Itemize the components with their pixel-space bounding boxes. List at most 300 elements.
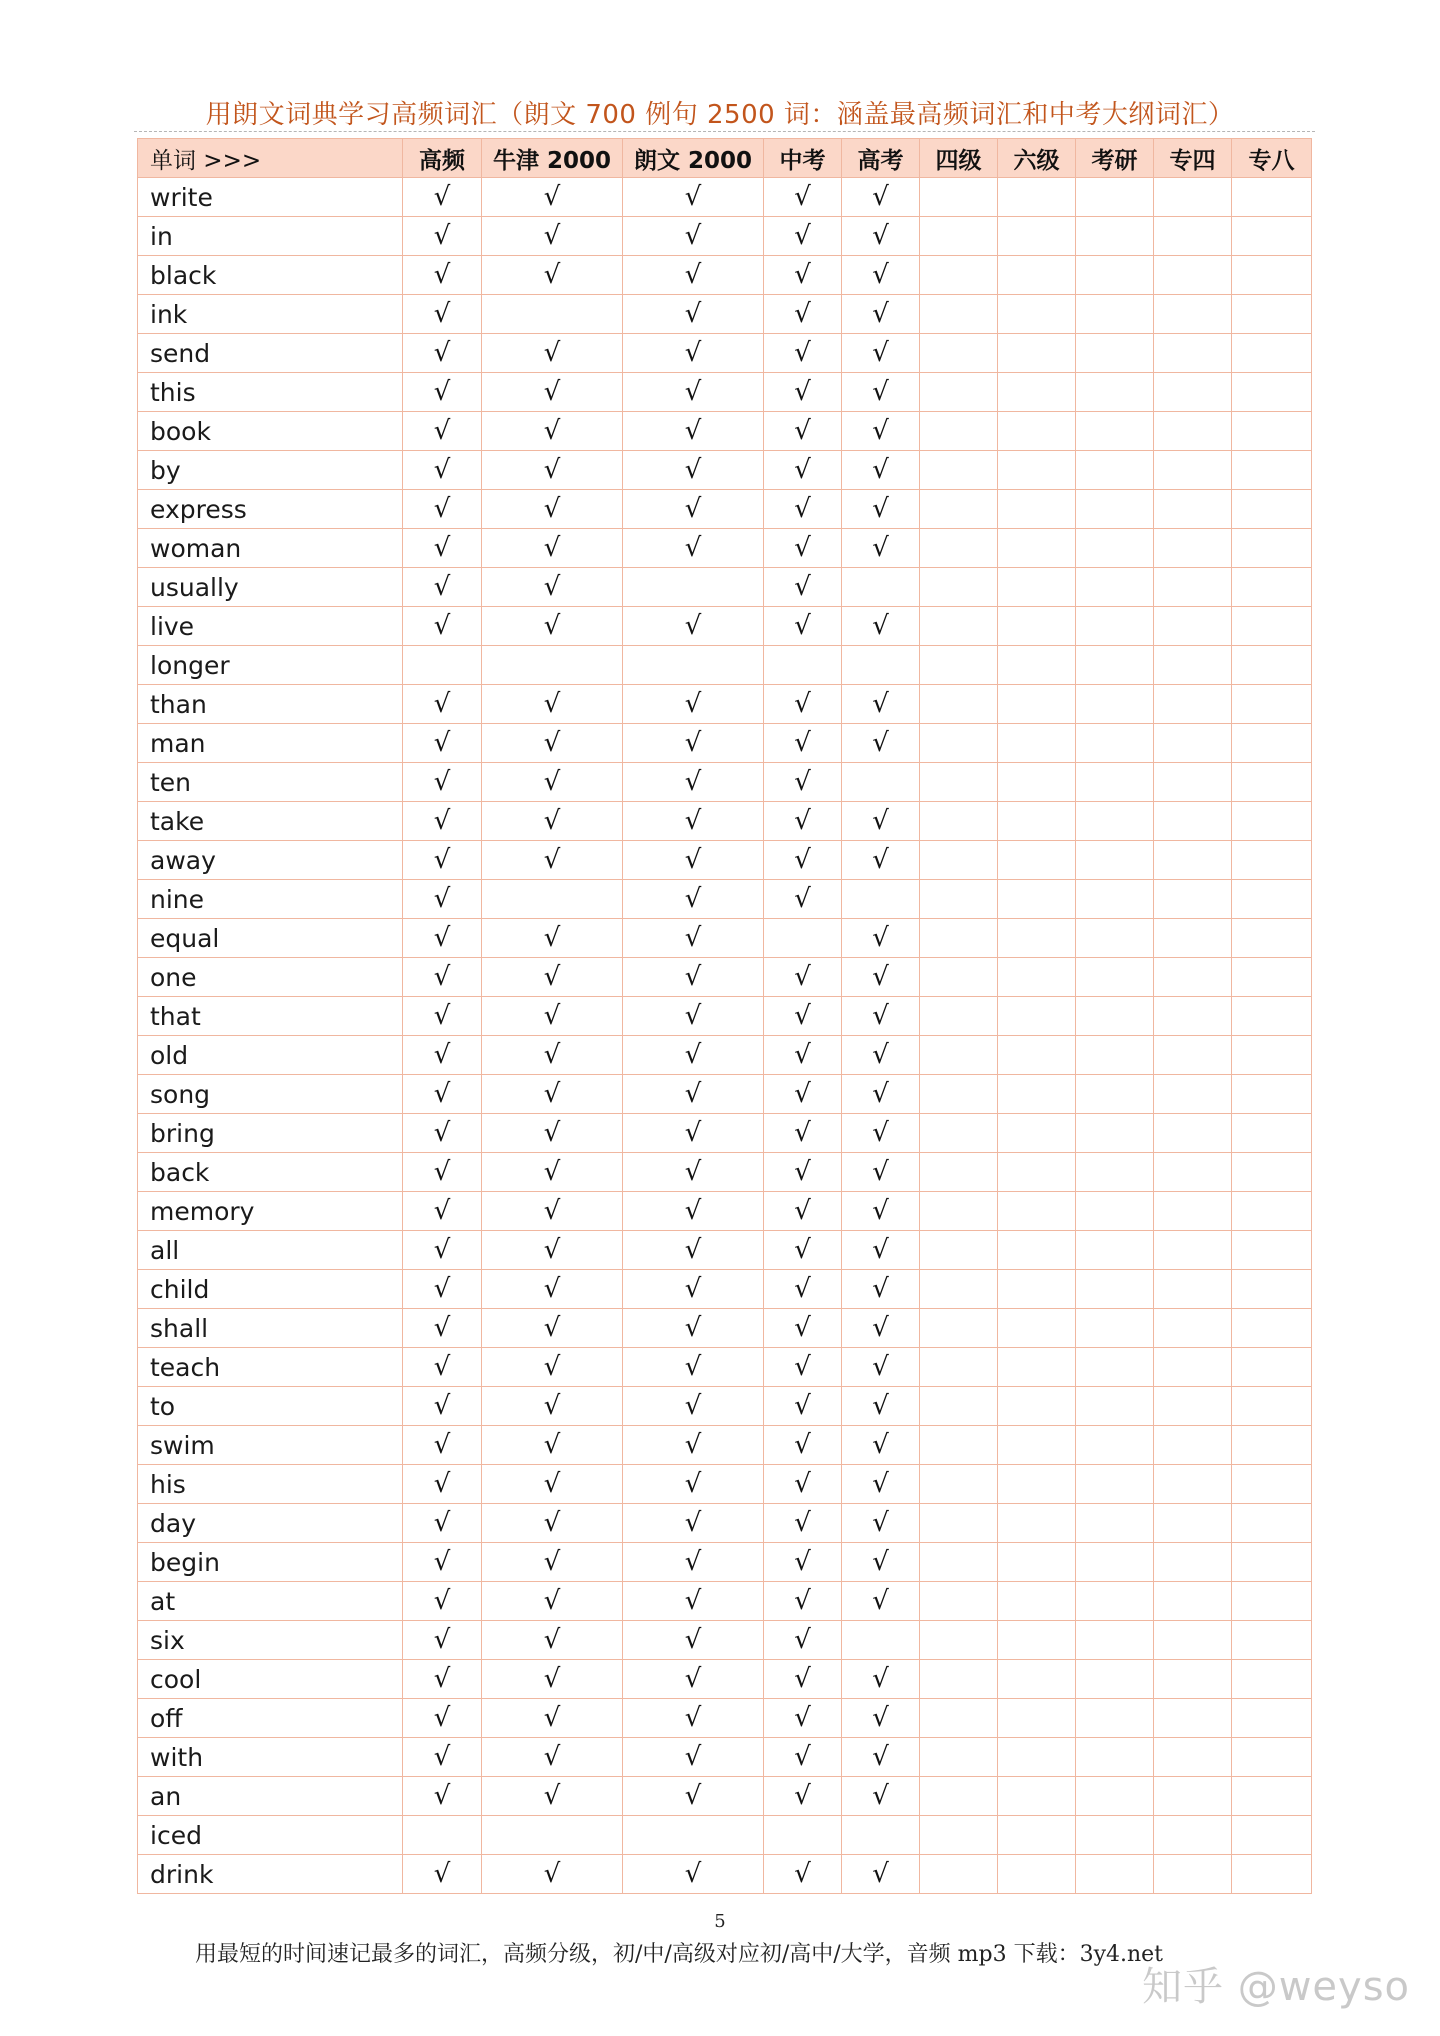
empty-cell <box>1154 880 1232 919</box>
word-cell: to <box>138 1387 403 1426</box>
empty-cell <box>1232 256 1312 295</box>
check-mark-cell: √ <box>623 724 764 763</box>
check-mark-cell: √ <box>403 1153 482 1192</box>
empty-cell <box>998 763 1076 802</box>
table-row <box>138 1621 1312 1660</box>
table-row <box>138 1543 1312 1582</box>
empty-cell <box>920 802 998 841</box>
empty-cell <box>998 1816 1076 1855</box>
empty-cell <box>1154 607 1232 646</box>
check-mark-cell: √ <box>623 1738 764 1777</box>
empty-cell <box>1076 1192 1154 1231</box>
check-mark-cell: √ <box>764 217 842 256</box>
table-body <box>138 178 1312 1894</box>
word-cell: at <box>138 1582 403 1621</box>
table-row <box>138 1777 1312 1816</box>
header-zhongkao: 中考 <box>764 139 842 178</box>
empty-cell <box>1076 178 1154 217</box>
check-mark-cell: √ <box>482 1465 623 1504</box>
check-mark-cell: √ <box>842 1426 920 1465</box>
check-mark-cell: √ <box>842 1036 920 1075</box>
empty-cell <box>1154 1231 1232 1270</box>
empty-cell <box>1076 1621 1154 1660</box>
table-row <box>138 1270 1312 1309</box>
empty-cell <box>920 1621 998 1660</box>
empty-cell <box>842 646 920 685</box>
empty-cell <box>920 1660 998 1699</box>
word-cell: iced <box>138 1816 403 1855</box>
check-mark-cell: √ <box>764 529 842 568</box>
word-cell: nine <box>138 880 403 919</box>
empty-cell <box>1232 646 1312 685</box>
empty-cell <box>1076 1309 1154 1348</box>
check-mark-cell: √ <box>482 724 623 763</box>
empty-cell <box>920 724 998 763</box>
check-mark-cell: √ <box>482 1192 623 1231</box>
empty-cell <box>1154 1348 1232 1387</box>
empty-cell <box>482 1816 623 1855</box>
word-cell: teach <box>138 1348 403 1387</box>
header-kaoyan: 考研 <box>1076 139 1154 178</box>
check-mark-cell: √ <box>623 919 764 958</box>
check-mark-cell: √ <box>764 334 842 373</box>
check-mark-cell: √ <box>842 685 920 724</box>
empty-cell <box>1154 919 1232 958</box>
header-cet4: 四级 <box>920 139 998 178</box>
empty-cell <box>1076 1543 1154 1582</box>
check-mark-cell: √ <box>842 178 920 217</box>
check-mark-cell: √ <box>764 880 842 919</box>
check-mark-cell: √ <box>482 568 623 607</box>
empty-cell <box>920 1153 998 1192</box>
empty-cell <box>1154 451 1232 490</box>
check-mark-cell: √ <box>482 1309 623 1348</box>
empty-cell <box>1232 412 1312 451</box>
table-row <box>138 1816 1312 1855</box>
check-mark-cell: √ <box>764 841 842 880</box>
word-cell: an <box>138 1777 403 1816</box>
word-cell: express <box>138 490 403 529</box>
check-mark-cell: √ <box>403 568 482 607</box>
check-mark-cell: √ <box>623 490 764 529</box>
empty-cell <box>1232 334 1312 373</box>
check-mark-cell: √ <box>403 1114 482 1153</box>
empty-cell <box>1232 451 1312 490</box>
empty-cell <box>920 217 998 256</box>
check-mark-cell: √ <box>623 373 764 412</box>
empty-cell <box>1076 334 1154 373</box>
empty-cell <box>842 568 920 607</box>
empty-cell <box>1076 373 1154 412</box>
empty-cell <box>403 1816 482 1855</box>
empty-cell <box>1232 880 1312 919</box>
empty-cell <box>998 1153 1076 1192</box>
table-row <box>138 1465 1312 1504</box>
table-row <box>138 1192 1312 1231</box>
empty-cell <box>920 1504 998 1543</box>
check-mark-cell: √ <box>623 1192 764 1231</box>
empty-cell <box>920 1309 998 1348</box>
empty-cell <box>1232 841 1312 880</box>
empty-cell <box>1154 373 1232 412</box>
word-cell: song <box>138 1075 403 1114</box>
empty-cell <box>1232 1816 1312 1855</box>
empty-cell <box>1076 1114 1154 1153</box>
word-cell: memory <box>138 1192 403 1231</box>
table-row <box>138 607 1312 646</box>
empty-cell <box>1154 802 1232 841</box>
empty-cell <box>1232 1192 1312 1231</box>
empty-cell <box>1154 1309 1232 1348</box>
word-cell: begin <box>138 1543 403 1582</box>
check-mark-cell: √ <box>403 1426 482 1465</box>
table-row <box>138 1387 1312 1426</box>
check-mark-cell: √ <box>842 1075 920 1114</box>
word-cell: back <box>138 1153 403 1192</box>
empty-cell <box>1232 763 1312 802</box>
table-row <box>138 997 1312 1036</box>
empty-cell <box>842 763 920 802</box>
check-mark-cell: √ <box>623 763 764 802</box>
empty-cell <box>1154 568 1232 607</box>
check-mark-cell: √ <box>764 724 842 763</box>
check-mark-cell: √ <box>403 1504 482 1543</box>
word-cell: usually <box>138 568 403 607</box>
empty-cell <box>1076 568 1154 607</box>
check-mark-cell: √ <box>764 763 842 802</box>
empty-cell <box>998 958 1076 997</box>
check-mark-cell: √ <box>482 1738 623 1777</box>
check-mark-cell: √ <box>482 958 623 997</box>
empty-cell <box>1154 685 1232 724</box>
empty-cell <box>998 1348 1076 1387</box>
word-cell: shall <box>138 1309 403 1348</box>
empty-cell <box>998 295 1076 334</box>
check-mark-cell: √ <box>482 490 623 529</box>
check-mark-cell: √ <box>623 334 764 373</box>
header-gaokao: 高考 <box>842 139 920 178</box>
check-mark-cell: √ <box>403 1777 482 1816</box>
empty-cell <box>482 646 623 685</box>
check-mark-cell: √ <box>623 1036 764 1075</box>
empty-cell <box>842 1621 920 1660</box>
empty-cell <box>998 1465 1076 1504</box>
empty-cell <box>1232 178 1312 217</box>
check-mark-cell: √ <box>842 607 920 646</box>
header-high-frequency: 高频 <box>403 139 482 178</box>
empty-cell <box>1232 1621 1312 1660</box>
check-mark-cell: √ <box>403 1348 482 1387</box>
table-row <box>138 178 1312 217</box>
empty-cell <box>1154 1504 1232 1543</box>
check-mark-cell: √ <box>623 529 764 568</box>
empty-cell <box>998 490 1076 529</box>
empty-cell <box>1076 685 1154 724</box>
table-row <box>138 217 1312 256</box>
empty-cell <box>842 1816 920 1855</box>
empty-cell <box>920 919 998 958</box>
check-mark-cell: √ <box>403 1738 482 1777</box>
empty-cell <box>1154 334 1232 373</box>
check-mark-cell: √ <box>623 1426 764 1465</box>
empty-cell <box>1076 997 1154 1036</box>
word-cell: ink <box>138 295 403 334</box>
empty-cell <box>920 256 998 295</box>
empty-cell <box>998 1387 1076 1426</box>
check-mark-cell: √ <box>842 841 920 880</box>
table-row <box>138 1855 1312 1894</box>
check-mark-cell: √ <box>623 412 764 451</box>
empty-cell <box>1154 412 1232 451</box>
empty-cell <box>920 607 998 646</box>
empty-cell <box>1076 1660 1154 1699</box>
empty-cell <box>920 1348 998 1387</box>
check-mark-cell: √ <box>403 1387 482 1426</box>
word-cell: with <box>138 1738 403 1777</box>
check-mark-cell: √ <box>764 1504 842 1543</box>
empty-cell <box>1076 1036 1154 1075</box>
empty-cell <box>920 1582 998 1621</box>
empty-cell <box>998 529 1076 568</box>
word-cell: one <box>138 958 403 997</box>
word-cell: child <box>138 1270 403 1309</box>
empty-cell <box>998 880 1076 919</box>
empty-cell <box>1154 1075 1232 1114</box>
check-mark-cell: √ <box>482 1426 623 1465</box>
empty-cell <box>1232 568 1312 607</box>
word-cell: this <box>138 373 403 412</box>
empty-cell <box>998 373 1076 412</box>
check-mark-cell: √ <box>403 919 482 958</box>
empty-cell <box>1232 1153 1312 1192</box>
word-cell: in <box>138 217 403 256</box>
empty-cell <box>1154 997 1232 1036</box>
check-mark-cell: √ <box>623 451 764 490</box>
empty-cell <box>998 685 1076 724</box>
table-header-row <box>138 139 1312 178</box>
word-cell: six <box>138 1621 403 1660</box>
table-row <box>138 1075 1312 1114</box>
page-number: 5 <box>714 1911 726 1932</box>
empty-cell <box>998 646 1076 685</box>
check-mark-cell: √ <box>623 295 764 334</box>
empty-cell <box>764 646 842 685</box>
empty-cell <box>1076 1270 1154 1309</box>
empty-cell <box>920 1231 998 1270</box>
table-row <box>138 1699 1312 1738</box>
check-mark-cell: √ <box>764 1543 842 1582</box>
empty-cell <box>920 1114 998 1153</box>
document-title: 用朗文词典学习高频词汇（朗文 700 例句 2500 词：涵盖最高频词汇和中考大纲词汇） <box>205 100 1235 130</box>
check-mark-cell: √ <box>623 997 764 1036</box>
table-row <box>138 295 1312 334</box>
header-cet6: 六级 <box>998 139 1076 178</box>
empty-cell <box>920 1387 998 1426</box>
check-mark-cell: √ <box>482 412 623 451</box>
check-mark-cell: √ <box>842 295 920 334</box>
empty-cell <box>1154 529 1232 568</box>
empty-cell <box>1154 841 1232 880</box>
empty-cell <box>998 1777 1076 1816</box>
empty-cell <box>1154 178 1232 217</box>
check-mark-cell: √ <box>482 685 623 724</box>
empty-cell <box>1232 1387 1312 1426</box>
check-mark-cell: √ <box>623 1075 764 1114</box>
check-mark-cell: √ <box>482 1621 623 1660</box>
empty-cell <box>1154 1270 1232 1309</box>
empty-cell <box>1154 958 1232 997</box>
check-mark-cell: √ <box>482 1582 623 1621</box>
empty-cell <box>1154 1738 1232 1777</box>
empty-cell <box>920 178 998 217</box>
empty-cell <box>1232 997 1312 1036</box>
empty-cell <box>1232 1504 1312 1543</box>
table-row <box>138 958 1312 997</box>
word-cell: man <box>138 724 403 763</box>
check-mark-cell: √ <box>482 607 623 646</box>
check-mark-cell: √ <box>623 1699 764 1738</box>
check-mark-cell: √ <box>482 997 623 1036</box>
check-mark-cell: √ <box>842 1192 920 1231</box>
empty-cell <box>482 295 623 334</box>
empty-cell <box>998 1738 1076 1777</box>
empty-cell <box>764 1816 842 1855</box>
word-cell: drink <box>138 1855 403 1894</box>
check-mark-cell: √ <box>623 1660 764 1699</box>
empty-cell <box>1154 1699 1232 1738</box>
empty-cell <box>1232 1582 1312 1621</box>
check-mark-cell: √ <box>623 1465 764 1504</box>
check-mark-cell: √ <box>623 607 764 646</box>
empty-cell <box>998 334 1076 373</box>
empty-cell <box>1076 958 1154 997</box>
check-mark-cell: √ <box>482 217 623 256</box>
check-mark-cell: √ <box>764 1465 842 1504</box>
empty-cell <box>998 1426 1076 1465</box>
empty-cell <box>998 178 1076 217</box>
check-mark-cell: √ <box>764 1777 842 1816</box>
empty-cell <box>1154 763 1232 802</box>
check-mark-cell: √ <box>403 1855 482 1894</box>
empty-cell <box>1076 1855 1154 1894</box>
check-mark-cell: √ <box>403 295 482 334</box>
empty-cell <box>920 1465 998 1504</box>
check-mark-cell: √ <box>764 1270 842 1309</box>
check-mark-cell: √ <box>482 334 623 373</box>
check-mark-cell: √ <box>482 529 623 568</box>
check-mark-cell: √ <box>842 802 920 841</box>
empty-cell <box>920 1777 998 1816</box>
empty-cell <box>1076 724 1154 763</box>
check-mark-cell: √ <box>764 1426 842 1465</box>
check-mark-cell: √ <box>403 490 482 529</box>
check-mark-cell: √ <box>482 1504 623 1543</box>
check-mark-cell: √ <box>623 1855 764 1894</box>
empty-cell <box>920 1816 998 1855</box>
empty-cell <box>998 1582 1076 1621</box>
empty-cell <box>1232 1270 1312 1309</box>
check-mark-cell: √ <box>403 880 482 919</box>
empty-cell <box>1232 295 1312 334</box>
empty-cell <box>920 1270 998 1309</box>
empty-cell <box>1232 1426 1312 1465</box>
empty-cell <box>1076 490 1154 529</box>
empty-cell <box>920 646 998 685</box>
empty-cell <box>998 1309 1076 1348</box>
table-row <box>138 685 1312 724</box>
empty-cell <box>1076 412 1154 451</box>
check-mark-cell: √ <box>764 295 842 334</box>
check-mark-cell: √ <box>764 373 842 412</box>
check-mark-cell: √ <box>842 1387 920 1426</box>
check-mark-cell: √ <box>842 334 920 373</box>
empty-cell <box>998 568 1076 607</box>
empty-cell <box>623 646 764 685</box>
check-mark-cell: √ <box>764 802 842 841</box>
empty-cell <box>998 841 1076 880</box>
word-cell: equal <box>138 919 403 958</box>
table-row <box>138 880 1312 919</box>
empty-cell <box>1154 646 1232 685</box>
word-cell: than <box>138 685 403 724</box>
check-mark-cell: √ <box>403 1699 482 1738</box>
check-mark-cell: √ <box>482 1699 623 1738</box>
empty-cell <box>998 412 1076 451</box>
empty-cell <box>1154 1543 1232 1582</box>
check-mark-cell: √ <box>764 568 842 607</box>
empty-cell <box>1154 1660 1232 1699</box>
empty-cell <box>1232 1348 1312 1387</box>
empty-cell <box>998 607 1076 646</box>
table-row <box>138 412 1312 451</box>
check-mark-cell: √ <box>482 373 623 412</box>
empty-cell <box>1076 1738 1154 1777</box>
empty-cell <box>1154 217 1232 256</box>
check-mark-cell: √ <box>623 1387 764 1426</box>
empty-cell <box>1154 1153 1232 1192</box>
empty-cell <box>1076 1231 1154 1270</box>
empty-cell <box>1076 1582 1154 1621</box>
check-mark-cell: √ <box>482 1036 623 1075</box>
table-row <box>138 490 1312 529</box>
check-mark-cell: √ <box>482 1387 623 1426</box>
empty-cell <box>1154 1816 1232 1855</box>
empty-cell <box>764 919 842 958</box>
check-mark-cell: √ <box>403 1621 482 1660</box>
check-mark-cell: √ <box>482 256 623 295</box>
empty-cell <box>1232 373 1312 412</box>
empty-cell <box>1154 1426 1232 1465</box>
empty-cell <box>1154 724 1232 763</box>
empty-cell <box>1232 1465 1312 1504</box>
check-mark-cell: √ <box>482 1777 623 1816</box>
word-cell: all <box>138 1231 403 1270</box>
empty-cell <box>1076 1816 1154 1855</box>
check-mark-cell: √ <box>403 217 482 256</box>
check-mark-cell: √ <box>842 1582 920 1621</box>
check-mark-cell: √ <box>482 1660 623 1699</box>
check-mark-cell: √ <box>764 256 842 295</box>
empty-cell <box>1076 217 1154 256</box>
empty-cell <box>920 958 998 997</box>
empty-cell <box>623 568 764 607</box>
check-mark-cell: √ <box>623 1621 764 1660</box>
check-mark-cell: √ <box>842 1270 920 1309</box>
word-cell: that <box>138 997 403 1036</box>
check-mark-cell: √ <box>764 997 842 1036</box>
empty-cell <box>1232 607 1312 646</box>
check-mark-cell: √ <box>403 178 482 217</box>
